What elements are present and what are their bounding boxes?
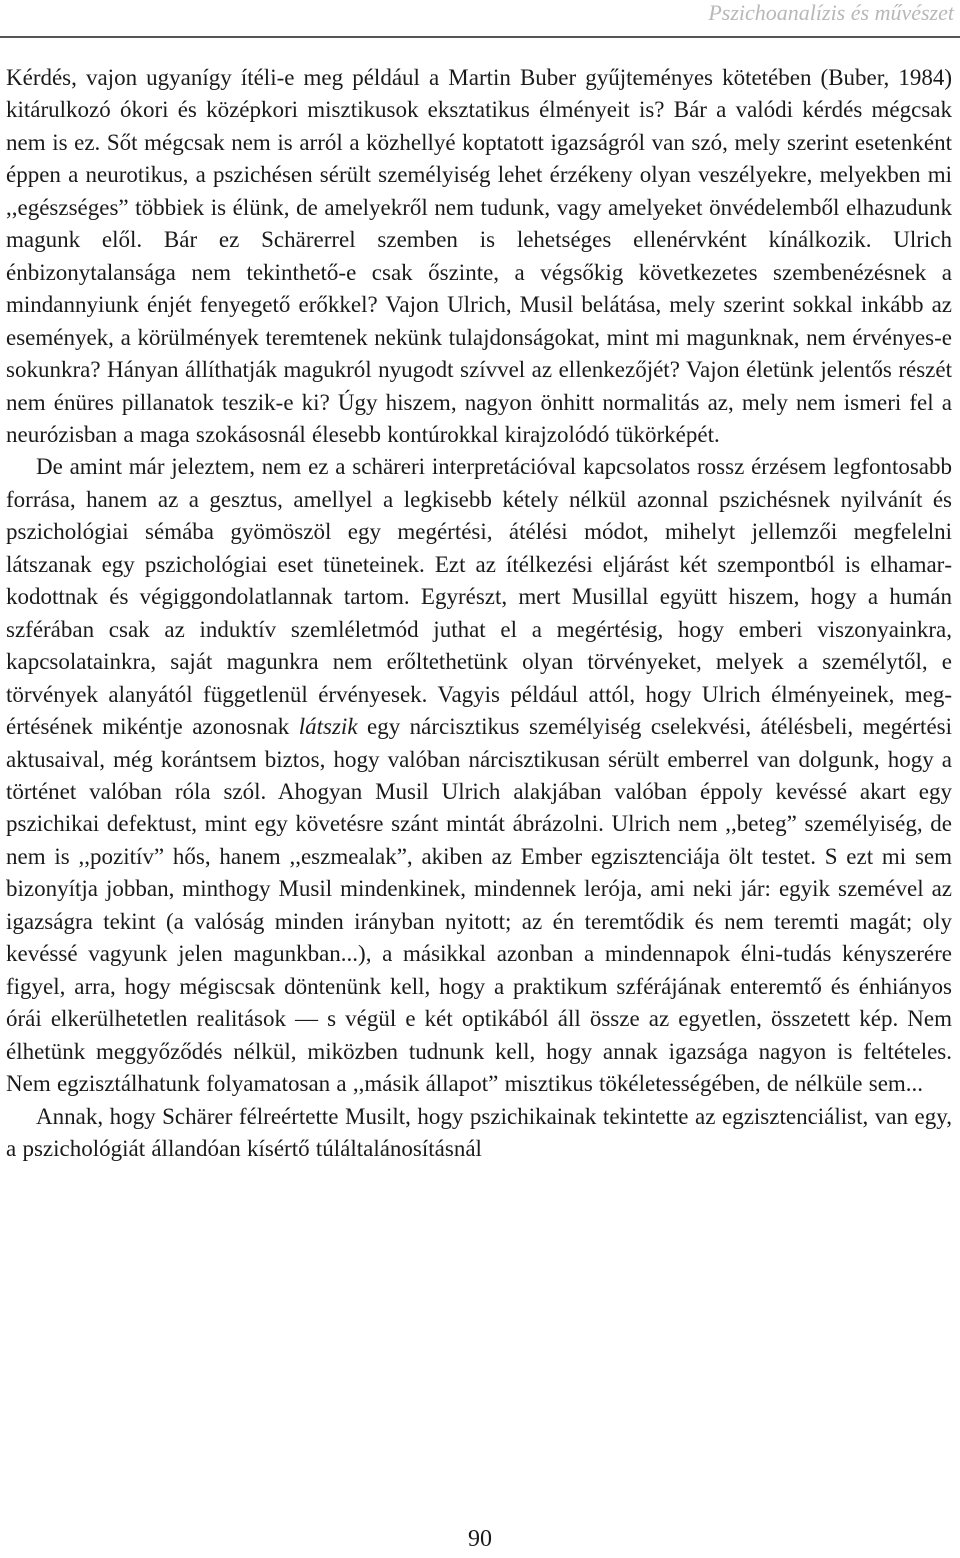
- header-rule: [0, 36, 960, 38]
- paragraph-2-text-before: De amint már jeleztem, nem ez a schäreri interpretációval kapcsolatos rossz érzésem legfontosabb forrása, hanem az a gesztus, amellyel a legkisebb kétely nélkül azonnal pszichésnek nyilvánít és pszichológiai sémába gyömöszöl egy megértési, átélési módot, mihelyt jellemzői megfelelni látszanak egy pszichológiai eset tüneteinek. Ezt az ítélkezési eljárást két szempontból is elhamarkodottnak és végiggondolatlannak tartom. Egyrészt, mert Musillal együtt hiszem, hogy a humán szférában csak az induktív szemléletmód juthat el a megértésig, hogy emberi viszonyainkra, kapcsolatainkra, saját magunkra nem erőltethetünk olyan törvényeket, melyek a személytől, e törvények alanyától függetlenül érvényesek. Vagyis például attól, hogy Ulrich élményeinek, megértésének mikéntje azonosnak: [6, 454, 952, 740]
- page-number: 90: [468, 1526, 492, 1552]
- body-text: [6, 62, 952, 1165]
- paragraph-2: [6, 451, 952, 1100]
- paragraph-3: Annak, hogy Schärer félreértette Musilt, hogy pszichikainak tekintette az egzisztenciálist, van egy, a pszichológiát állandóan kísértő túláltalánosításnál: [6, 1103, 952, 1161]
- running-header: Pszichoanalízis és művészet: [708, 0, 954, 25]
- paragraph-2-text-after: egy nárcisztikus személyiség cselekvési, átélésbeli, megértési aktusaival, még korántsem biztos, hogy valóban nárcisztikusan sérült emberrel van dolgunk, hogy a történet valóban róla szól. Ahogyan Musil Ulrich alakjában valóban éppoly kevéssé akart egy pszichikai defektust, mint egy követésre szánt mintát ábrázolni. Ulrich nem ,,beteg” személyiség, de nem is ,,pozitív” hős, hanem ,,eszmealak”, akiben az Ember egzisztenciája ölt testet. S ezt mi sem bizonyítja jobban, minthogy Musil mindenkinek, mindennek lerója, ami neki jár: egyik szemével az igazságra tekint (a valóság minden irányban nyitott; az én teremtődik és nem teremti magát; oly kevéssé vagyunk jelen magunkban...), a másikkal azonban a mindennapok élni-tudás kényszerére figyel, arra, hogy mégiscsak döntenünk kell, hogy a praktikum szférájának enteremtő és énhiányos órái elkerülhetetlen realitások — s végül e két optikából áll össze az egyetlen, összetett kép. Nem élhetünk meggyőződés nélkül, miközben tudnunk kell, hogy annak igazsága nagyon is feltételes. Nem egzisztálhatunk folyamatosan a ,,másik állapot” misztikus tökéletességében, de nélküle sem...: [6, 714, 952, 1097]
- paragraph-1: Kérdés, vajon ugyanígy ítéli-e meg például a Martin Buber gyűjteményes kötetében (Buber, 1984) kitárulkozó ókori és középkori misztikusok eksztatikus élményeit is? Bár a valódi kérdés mégcsak nem is ez. Sőt mégcsak nem is arról a közhellyé koptatott igazságról van szó, mely szerint esetenként éppen a neurotikus, a pszichésen sérült személyiség lehet érzékeny olyan veszélyekre, melyekben mi ,,egészséges” többiek is élünk, de amelyekről nem tudunk, vagy amelyeket önvédelemből elhazudunk magunk elől. Bár ez Schärerrel szemben is lehetséges ellenérvként kínálkozik. Ulrich énbizonytalansága nem tekinthető-e csak őszinte, a végsőkig következetes szembenézésnek a mindannyiunk énjét fenyegető erőkkel? Vajon Ulrich, Musil belátása, mely szerint sokkal inkább az események, a körülmények teremtenek nekünk tulajdonságokat, mint mi magunknak, nem érvényes-e sokunkra? Hányan állíthatják magukról nyugodt szívvel az ellenkezőjét? Vajon életünk jelentős részét nem énüres pillanatok teszik-e ki? Úgy hiszem, nagyon önhitt normalitás az, mely nem ismeri fel a neurózisban a maga szokásosnál élesebb kontúrokkal kirajzolódó tükörképét.: [6, 65, 952, 447]
- paragraph-2-emphasis: látszik: [298, 714, 358, 740]
